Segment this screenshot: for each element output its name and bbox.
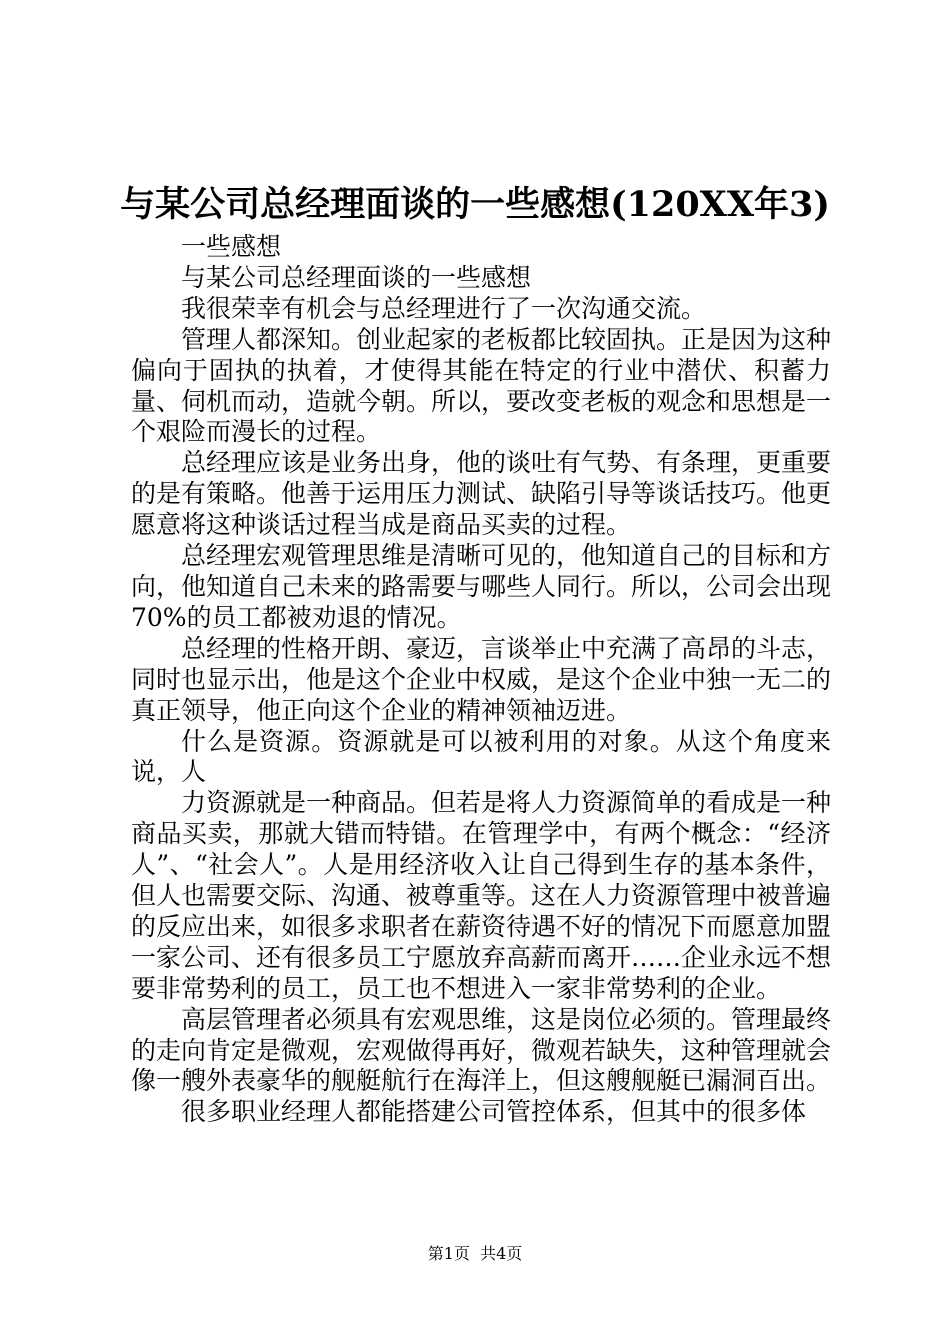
paragraph: 力资源就是一种商品。但若是将人力资源简单的看成是一种商品买卖，那就大错而特错。在管理学中，有两个概念：“经济人”、“社会人”。人是用经济收入让自己得到生存的基本条件，但人也需要交际、沟通、被尊重等。这在人力资源管理中被普遍的反应出来，如很多求职者在薪资待遇不好的情况下而愿意加盟一家公司、还有很多员工宁愿放弃高薪而离开……企业永远不想要非常势利的员工，员工也不想进入一家非常势利的企业。	[131, 788, 832, 1003]
paragraph: 与某公司总经理面谈的一些感想	[181, 262, 532, 292]
paragraph: 总经理应该是业务出身，他的谈吐有气势、有条理，更重要的是有策略。他善于运用压力测试、缺陷引导等谈话技巧。他更愿意将这种谈话过程当成是商品买卖的过程。	[131, 448, 832, 540]
paragraph: 一些感想	[181, 232, 282, 261]
paragraph: 什么是资源。资源就是可以被利用的对象。从这个角度来说，人	[131, 726, 831, 787]
paragraph: 总经理的性格开朗、豪迈，言谈举止中充满了高昂的斗志，同时也显示出，他是这个企业中权威，是这个企业中独一无二的真正领导，他正向这个企业的精神领袖迈进。	[131, 633, 832, 725]
page-number: 第1页	[427, 1244, 470, 1263]
document-title: 与某公司总经理面谈的一些感想(120XX年3)	[120, 184, 830, 225]
document-body	[131, 232, 831, 1128]
paragraph: 总经理宏观管理思维是清晰可见的，他知道自己的目标和方向，他知道自己未来的路需要与哪些人同行。所以，公司会出现70%的员工都被劝退的情况。	[131, 541, 832, 632]
paragraph: 管理人都深知。创业起家的老板都比较固执。正是因为这种偏向于固执的执着，才使得其能在特定的行业中潜伏、积蓄力量、伺机而动，造就今朝。所以，要改变老板的观念和思想是一个艰险而漫长的过程。	[131, 324, 832, 447]
page-total: 共4页	[480, 1244, 523, 1263]
paragraph: 高层管理者必须具有宏观思维，这是岗位必须的。管理最终的走向肯定是微观，宏观做得再好，微观若缺失，这种管理就会像一艘外表豪华的舰艇航行在海洋上，但这艘舰艇已漏洞百出。	[131, 1004, 832, 1096]
page-footer	[0, 1244, 950, 1264]
paragraph: 很多职业经理人都能搭建公司管控体系，但其中的很多体	[181, 1097, 807, 1127]
paragraph: 我很荣幸有机会与总经理进行了一次沟通交流。	[181, 293, 707, 323]
